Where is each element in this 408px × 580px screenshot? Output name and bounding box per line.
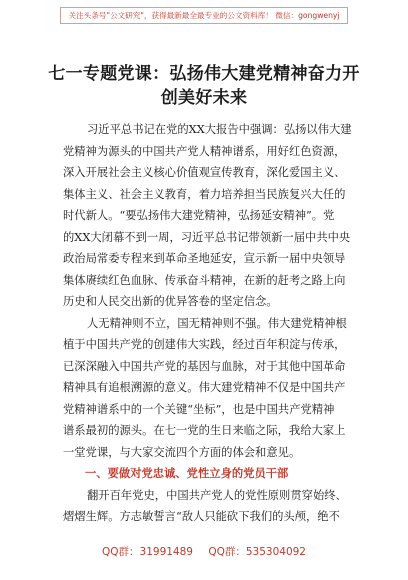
document-body (63, 119, 352, 528)
text-line: 熠熠生辉。方志敏誓言“敌人只能砍下我们的头颅，绝不 (63, 510, 340, 523)
text-line: 植于中国共产党的创建伟大实践，经过百年积淀与传承， (63, 338, 346, 351)
text-line: 人无精神则不立，国无精神则不强。伟大建党精神根 (87, 316, 347, 330)
text-line: 集体主义、社会主义教育，着力培养担当民族复兴大任的 (63, 187, 346, 201)
qq-group-2: QQ群：535304092 (208, 546, 306, 558)
promo-banner: 关注头条号"公文研究"，获得最新最全最专业的公文资料库！ 微信：gongwenyj (60, 7, 348, 24)
text-line: 历史和人民交出新的优异答卷的坚定信念。 (63, 295, 278, 308)
text-line: 精神具有追根溯源的意义。伟大建党精神不仅是中国共产 (63, 381, 346, 394)
text-line: 的XX大闭幕不到一周，习近平总书记带领新一届中共中央 (63, 230, 351, 244)
title-line-2: 创美好未来 (160, 88, 248, 108)
text-line: 集体赓续红色血脉、传承奋斗精神，在新的赶考之路上向 (63, 273, 346, 287)
paragraph-2 (63, 313, 347, 464)
text-line: 已深深融入中国共产党的基因与血脉，对于其他中国革命 (63, 359, 346, 373)
text-line: 党精神为源头的中国共产党人精神谱系，用好红色资源， (63, 144, 346, 158)
title-line-1: 七一专题党课：弘扬伟大建党精神奋力开 (48, 64, 360, 84)
text-line: 政治局常委专程来到革命圣地延安，宣示新一届中央领导 (63, 252, 346, 265)
text-line: 一堂党课，与大家交流四个方面的体会和意见。 (63, 445, 301, 459)
footer-contact (0, 544, 408, 559)
text-line: 深入开展社会主义核心价值观宣传教育，深化爱国主义、 (63, 166, 346, 179)
text-line: 党精神谱系中的一个关键“坐标”，也是中国共产党精神 (63, 402, 335, 416)
paragraph-3 (63, 485, 347, 528)
text-line: 谱系最初的源头。在七一党的生日来临之际，我给大家上 (63, 424, 346, 437)
text-line: 时代新人。“要弘扬伟大建党精神，弘扬延安精神”。党 (63, 209, 335, 222)
paragraph-1 (63, 119, 352, 313)
text-line: 习近平总书记在党的XX大报告中强调：弘扬以伟大建 (87, 123, 352, 136)
qq-group-1: QQ群：31991489 (102, 546, 193, 558)
section-heading: 一、要做对党忠诚、党性立身的党员干部 (85, 466, 289, 480)
text-line: 翻开百年党史，中国共产党人的党性原则贯穿始终、 (87, 488, 347, 502)
page-title (40, 62, 368, 110)
